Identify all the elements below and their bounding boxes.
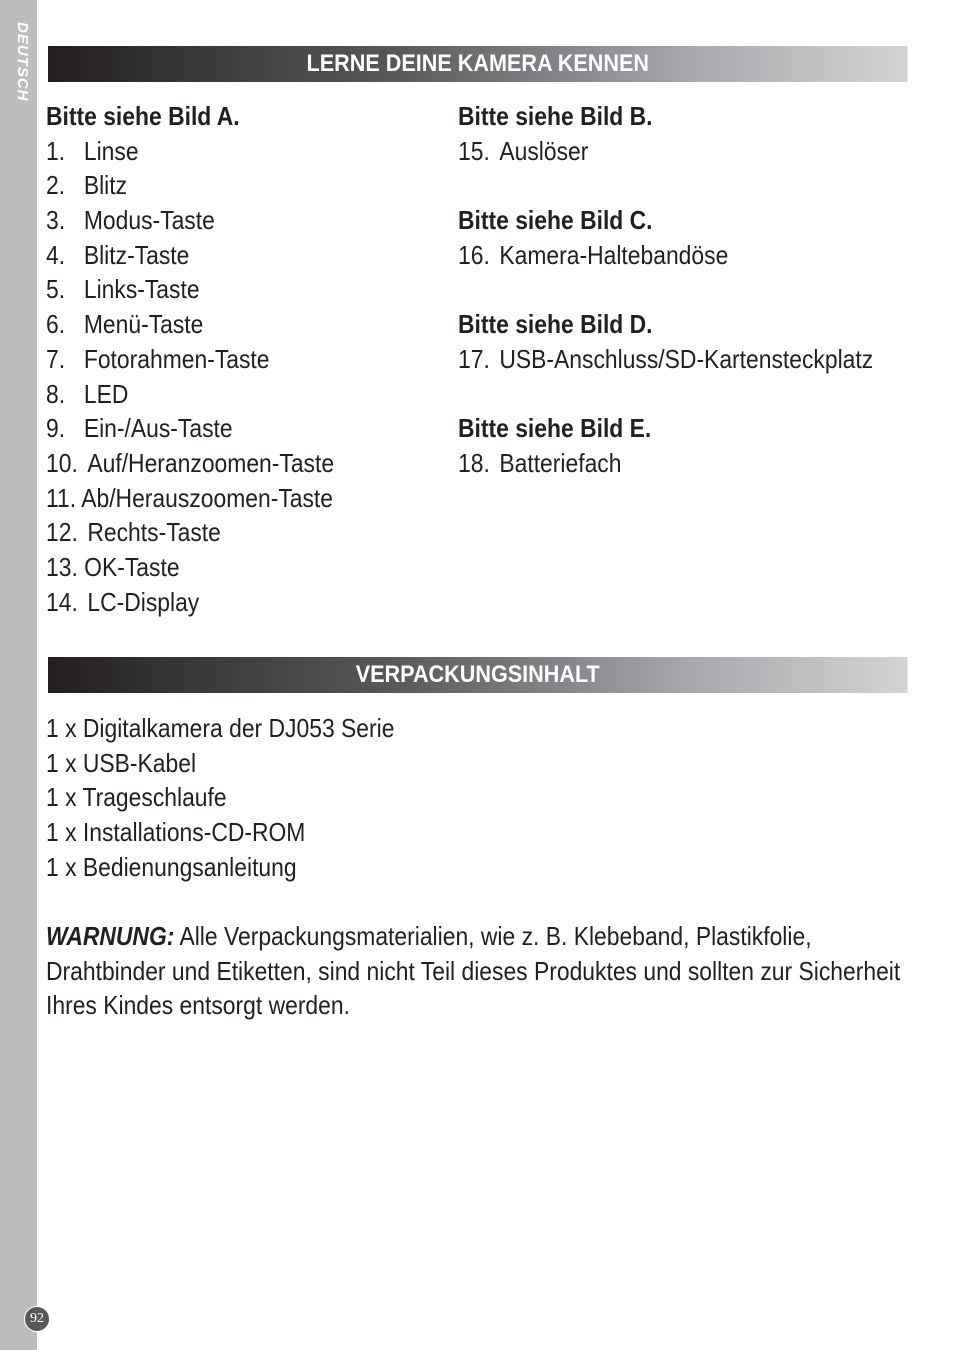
language-label: DEUTSCH: [14, 22, 31, 102]
right-heading: Bitte siehe Bild B.: [458, 101, 653, 131]
list-item: 14. LC-Display: [46, 586, 200, 617]
right-column: [458, 99, 873, 481]
list-item: 1 x Installations-CD-ROM: [46, 817, 306, 848]
list-item: 2. Blitz: [46, 170, 128, 201]
list-item: 5. Links-Taste: [46, 274, 200, 305]
list-item: 18. Batteriefach: [458, 447, 622, 478]
side-strip: [0, 0, 37, 1350]
warning-label: WARNUNG:: [46, 921, 175, 951]
list-item: 8. LED: [46, 378, 129, 409]
right-heading: Bitte siehe Bild E.: [458, 413, 652, 444]
warning-text: Alle Verpackungsmaterialien, wie z. B. Klebeband, Plastikfolie, Drahtbinder und Etiketten, sind nicht Teil dieses Produktes und sollten zur Sicherheit Ihres Kindes entsorgt werden.: [46, 921, 901, 1020]
left-heading: Bitte siehe Bild A.: [46, 101, 240, 131]
section-title: LERNE DEINE KAMERA KENNEN: [306, 50, 649, 77]
list-item: 1 x Trageschlaufe: [46, 782, 227, 813]
list-item: 13. OK-Taste: [46, 551, 180, 582]
list-item: 1 x Digitalkamera der DJ053 Serie: [46, 713, 395, 743]
list-item: 1 x USB-Kabel: [46, 747, 197, 778]
list-item: 15. Auslöser: [458, 135, 589, 166]
list-item: 16. Kamera-Haltebandöse: [458, 239, 729, 270]
list-item: 6. Menü-Taste: [46, 309, 204, 340]
right-heading: Bitte siehe Bild D.: [458, 309, 653, 340]
page-number: 92: [24, 1306, 50, 1332]
section-banner-contents: [48, 657, 908, 693]
section-title: VERPACKUNGSINHALT: [355, 661, 600, 688]
list-item: 17. USB-Anschluss/SD-Kartensteckplatz: [458, 343, 874, 374]
list-item: 7. Fotorahmen-Taste: [46, 343, 270, 374]
section-banner-camera: [48, 46, 908, 82]
list-item: 1 x Bedienungsanleitung: [46, 851, 297, 882]
warning-paragraph: [46, 919, 908, 1023]
list-item: 1. Linse: [46, 135, 139, 166]
list-item: 4. Blitz-Taste: [46, 239, 190, 270]
left-column: [46, 99, 334, 619]
list-item: 3. Modus-Taste: [46, 205, 215, 236]
list-item: 12. Rechts-Taste: [46, 517, 221, 548]
contents-list: [46, 711, 394, 884]
list-item: 11. Ab/Herauszoomen-Taste: [46, 482, 334, 513]
list-item: 9. Ein-/Aus-Taste: [46, 413, 233, 444]
right-heading: Bitte siehe Bild C.: [458, 205, 653, 236]
list-item: 10. Auf/Heranzoomen-Taste: [46, 447, 335, 478]
